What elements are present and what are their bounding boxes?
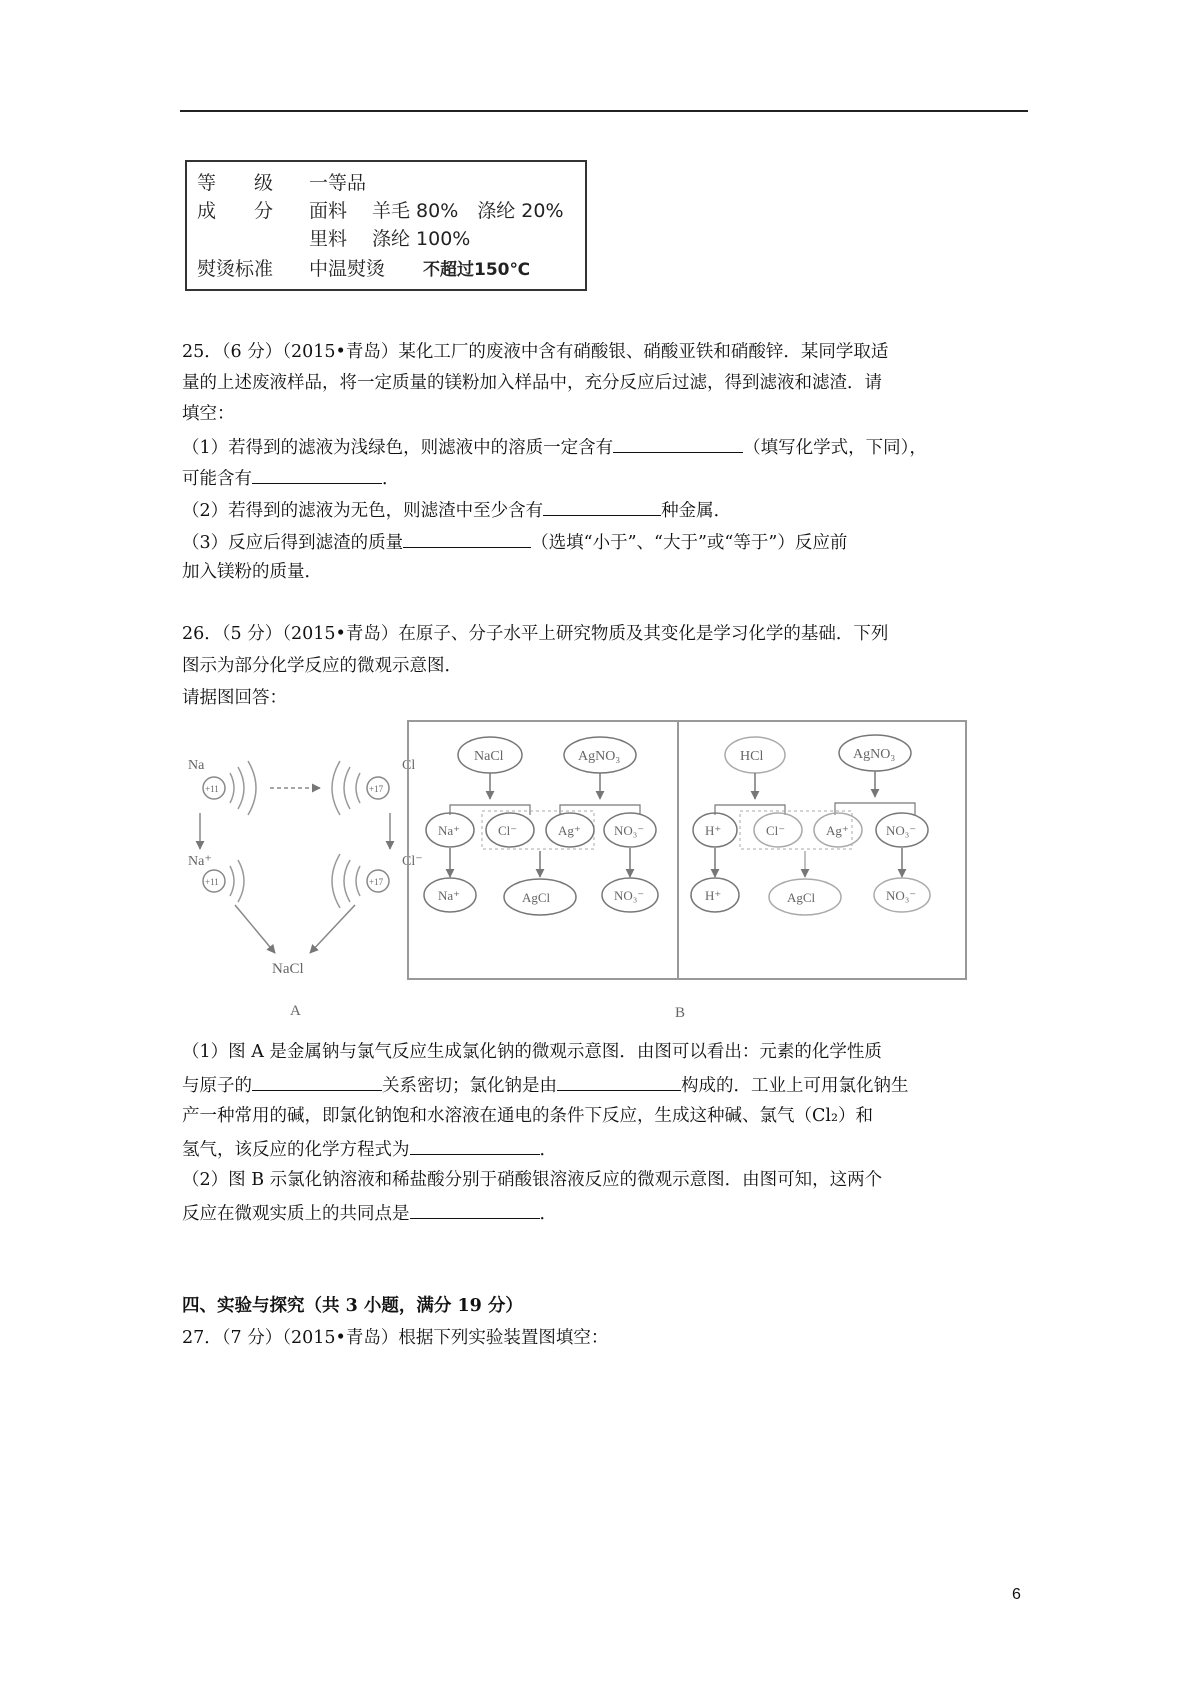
q26-line3: 请据图回答： xyxy=(182,688,287,708)
b-no3-out-label-1: NO₃⁻ xyxy=(614,888,645,903)
b-nacl-label: NaCl xyxy=(474,749,504,764)
a-cl-combine-arrow xyxy=(310,905,355,953)
label-ironing-key: 熨烫标准 xyxy=(197,258,274,280)
figure-b xyxy=(408,721,966,1021)
q25-blank-4[interactable] xyxy=(403,527,531,548)
q26-line1: 26．（5 分）（2015•青岛）在原子、分子水平上研究物质及其变化是学习化学的基础．下列 xyxy=(182,624,889,644)
q26-part2-line2 xyxy=(182,1198,557,1228)
a-na-ion-nucleus-label: +11 xyxy=(205,877,219,887)
q26-part1-line4 xyxy=(182,1134,557,1164)
q25-part1-note: （填写化学式，下同）， xyxy=(743,438,927,458)
label-grade-value: 一等品 xyxy=(309,172,367,194)
clothing-label xyxy=(185,160,587,291)
q25-part3-cont: 加入镁粉的质量． xyxy=(182,562,322,582)
section-4-heading: 四、实验与探究（共 3 小题，满分 19 分） xyxy=(182,1296,523,1316)
q26-line2: 图示为部分化学反应的微观示意图． xyxy=(182,656,462,676)
figure-a-caption: A xyxy=(290,1003,301,1019)
q26-part2-end: ． xyxy=(539,1204,557,1224)
q26-part1-line1: （1）图 A 是金属钠与氯气反应生成氯化钠的微观示意图．由图可以看出：元素的化学性质 xyxy=(182,1042,882,1062)
q26-part1-line3: 产一种常用的碱，即氯化钠饱和水溶液在通电的条件下反应，生成这种碱、氯气（Cl₂）和 xyxy=(182,1106,873,1126)
a-na-nucleus-label: +11 xyxy=(205,784,219,794)
b-na-label: Na⁺ xyxy=(438,823,461,838)
q25-part3-text: （3）反应后得到滤渣的质量 xyxy=(182,533,404,553)
q25-part2-end: 种金属． xyxy=(661,501,732,521)
q25-part1-cont xyxy=(182,463,400,493)
label-ironing-limit: 不超过150℃ xyxy=(423,260,531,280)
q25-part1 xyxy=(182,432,927,462)
q26-part1-line2 xyxy=(182,1070,909,1100)
b-na-out-label: Na⁺ xyxy=(438,888,461,903)
q26-part2-text: 反应在微观实质上的共同点是 xyxy=(182,1204,410,1224)
q25-blank-1[interactable] xyxy=(613,432,743,453)
q26-part1-mid: 关系密切；氯化钠是由 xyxy=(382,1076,557,1096)
b-split-bracket-1 xyxy=(450,805,640,815)
b-agno3-label-2: AgNO₃ xyxy=(853,747,896,762)
b-h-label: H⁺ xyxy=(705,823,722,838)
page-number: 6 xyxy=(1012,1586,1021,1603)
q26-blank-1[interactable] xyxy=(252,1070,382,1091)
a-cl-shells xyxy=(332,761,360,815)
q25-part1-text: （1）若得到的滤液为浅绿色，则滤液中的溶质一定含有 xyxy=(182,438,614,458)
a-na-shells xyxy=(230,761,256,815)
a-cl-label: Cl xyxy=(402,758,416,773)
q26-blank-4[interactable] xyxy=(410,1198,540,1219)
a-cl-ion-label: Cl⁻ xyxy=(402,854,423,869)
b-agcl-label-2: AgCl xyxy=(787,890,816,905)
b-agno3-label-1: AgNO₃ xyxy=(578,749,621,764)
b-cl-label-1: Cl⁻ xyxy=(498,823,518,838)
q25-part2-text: （2）若得到的滤液为无色，则滤渣中至少含有 xyxy=(182,501,544,521)
q25-line3: 填空： xyxy=(182,404,235,424)
q27-line1: 27．（7 分）（2015•青岛）根据下列实验装置图填空： xyxy=(182,1328,609,1348)
a-cl-ion-shells xyxy=(332,854,360,908)
a-cl-nucleus-label: +17 xyxy=(369,784,384,794)
a-na-combine-arrow xyxy=(235,905,275,953)
label-fabric-face: 面料 xyxy=(309,200,348,222)
q25-part2 xyxy=(182,495,731,525)
q26-part2-line1: （2）图 B 示氯化钠溶液和稀盐酸分别于硝酸银溶液反应的微观示意图．由图可知，这两个 xyxy=(182,1170,883,1190)
q26-part1-eq-text: 氢气，该反应的化学方程式为 xyxy=(182,1140,410,1160)
q25-blank-3[interactable] xyxy=(543,495,661,516)
b-agcl-label-1: AgCl xyxy=(522,890,551,905)
q25-line1: 25．（6 分）（2015•青岛）某化工厂的废液中含有硝酸银、硝酸亚铁和硝酸锌．某同学取适 xyxy=(182,342,889,362)
label-fabric-lining: 里料 xyxy=(309,228,348,250)
a-cl-ion-nucleus-label: +17 xyxy=(369,877,384,887)
a-na-label: Na xyxy=(188,758,205,773)
figure-b-caption: B xyxy=(675,1005,686,1021)
label-composition-key: 成 分 xyxy=(197,200,274,222)
b-ag-label-1: Ag⁺ xyxy=(558,823,581,838)
b-no3-label-1: NO₃⁻ xyxy=(614,823,645,838)
q25-blank-2[interactable] xyxy=(252,463,382,484)
q25-part1-end: ． xyxy=(382,469,400,489)
label-grade-key: 等 级 xyxy=(197,172,274,194)
a-nacl-product: NaCl xyxy=(272,961,304,977)
label-fabric-face-value: 羊毛 80% 涤纶 20% xyxy=(372,200,564,222)
q25-part3-note: （选填“小于”、“大于”或“等于”）反应前 xyxy=(531,533,848,553)
header-rule xyxy=(180,110,1028,112)
b-no3-out-label-2: NO₃⁻ xyxy=(886,888,917,903)
b-ag-label-2: Ag⁺ xyxy=(826,823,849,838)
b-split-bracket-2 xyxy=(715,803,915,815)
reaction-diagram xyxy=(180,715,970,1025)
figure-a xyxy=(188,758,423,1019)
b-no3-label-2: NO₃⁻ xyxy=(886,823,917,838)
q26-blank-3[interactable] xyxy=(410,1134,540,1155)
b-cl-label-2: Cl⁻ xyxy=(766,823,786,838)
a-na-ion-shells xyxy=(230,860,244,902)
q25-line2: 量的上述废液样品，将一定质量的镁粉加入样品中，充分反应后过滤，得到滤液和滤渣．请 xyxy=(182,373,882,393)
q26-part1-text: 与原子的 xyxy=(182,1076,252,1096)
b-hcl-label: HCl xyxy=(740,749,764,764)
b-h-out-label: H⁺ xyxy=(705,888,722,903)
a-na-ion-label: Na⁺ xyxy=(188,854,212,869)
q25-part1-may-text: 可能含有 xyxy=(182,469,252,489)
q26-blank-2[interactable] xyxy=(557,1070,681,1091)
q26-part1-eq-end: ． xyxy=(539,1140,557,1160)
label-fabric-lining-value: 涤纶 100% xyxy=(372,228,471,250)
q25-part3 xyxy=(182,527,847,557)
q26-part1-end: 构成的．工业上可用氯化钠生 xyxy=(681,1076,909,1096)
label-ironing-value: 中温熨烫 xyxy=(309,258,386,280)
